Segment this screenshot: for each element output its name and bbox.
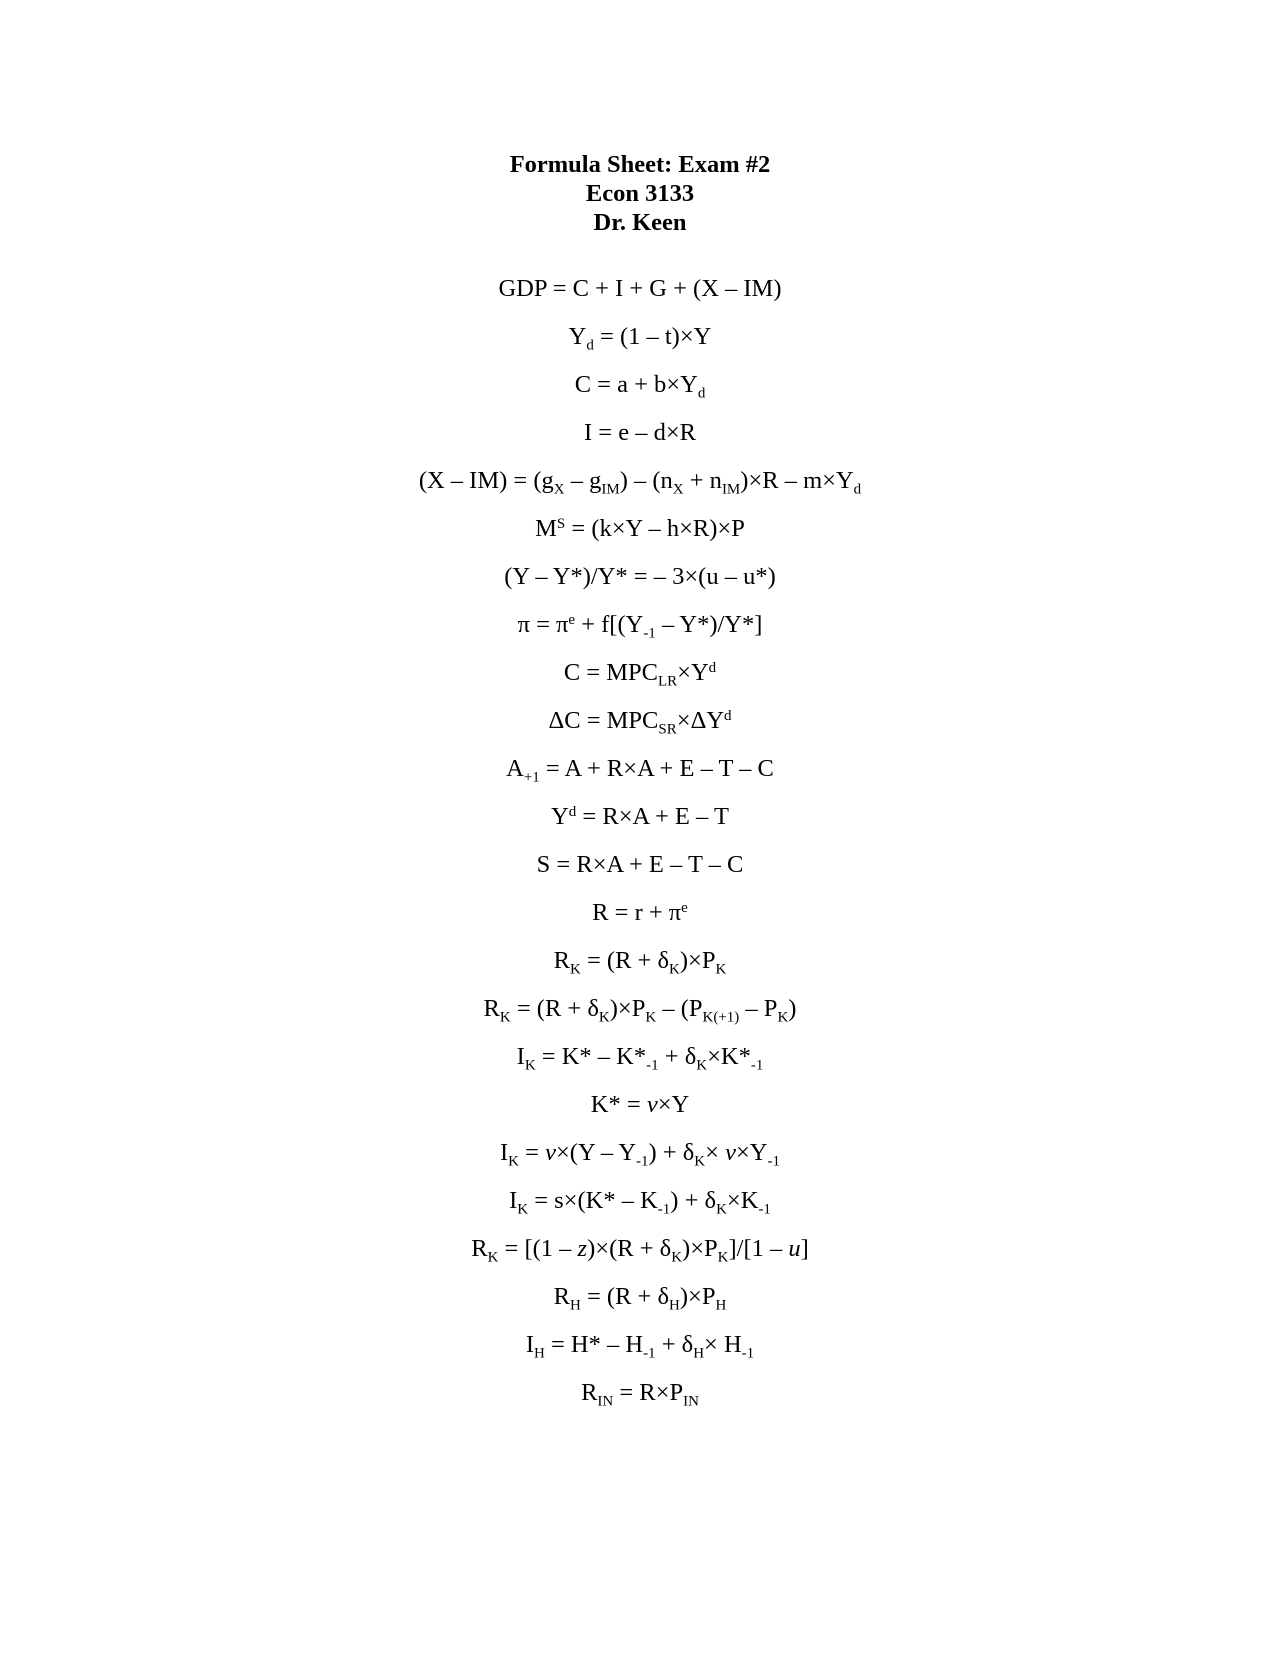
formula-text: ) + δ [670, 1187, 717, 1214]
formula-text: I = e – d×R [583, 419, 696, 446]
formula-text: ×Y [735, 1139, 768, 1166]
formula-text: ×Y [657, 1091, 690, 1118]
subscript: H [715, 1297, 727, 1314]
formula-text: = [(1 – [498, 1235, 578, 1262]
subscript: H [570, 1297, 581, 1314]
formula-text: × [705, 1139, 726, 1166]
formula-8 [0, 608, 1280, 656]
formula-text: R [483, 995, 500, 1022]
formula-text: I [509, 1187, 518, 1214]
superscript: d [568, 803, 577, 820]
formula-text: v [545, 1139, 556, 1166]
subscript: -1 [636, 1153, 649, 1170]
formula-text: z [577, 1235, 588, 1262]
formula-text: I [525, 1331, 534, 1358]
formula-text: R [553, 1283, 570, 1310]
subscript: K [499, 1009, 511, 1026]
subscript: -1 [643, 1345, 656, 1362]
formula-6 [0, 512, 1280, 560]
formula-text: ] [800, 1235, 809, 1262]
superscript: S [556, 515, 566, 532]
formula-23 [0, 1328, 1280, 1376]
formula-text: C = MPC [563, 659, 658, 686]
formula-text: )×R – m×Y [740, 467, 854, 494]
formula-1 [0, 272, 1280, 320]
subscript: K [487, 1249, 499, 1266]
formula-text: ) [788, 995, 797, 1022]
document-header [0, 150, 1280, 237]
formula-text: Y [568, 323, 587, 350]
subscript: K [508, 1153, 520, 1170]
formula-20 [0, 1184, 1280, 1232]
formula-text: ×ΔY [676, 707, 725, 734]
formula-text: ×(Y – Y [555, 1139, 637, 1166]
subscript: K [669, 961, 680, 978]
subscript: IN [683, 1393, 699, 1410]
formula-5 [0, 464, 1280, 512]
formula-text: M [535, 515, 557, 542]
formula-4 [0, 416, 1280, 464]
formula-text: )×P [679, 1283, 716, 1310]
subscript: K [715, 961, 727, 978]
formula-text: ) – (n [619, 467, 673, 494]
formula-text: ×K [726, 1187, 759, 1214]
formula-text: (X – IM) = (g [418, 467, 554, 494]
formula-text: – (P [656, 995, 703, 1022]
formula-text: ΔC = MPC [548, 707, 659, 734]
formula-text: = R×P [613, 1379, 684, 1406]
subscript: -1 [767, 1153, 780, 1170]
formula-3 [0, 368, 1280, 416]
formula-17 [0, 1040, 1280, 1088]
formula-text: GDP = C + I + G + (X – IM) [498, 275, 782, 302]
formula-text: v [646, 1091, 658, 1118]
formula-list [0, 272, 1280, 1424]
formula-text: × H [704, 1331, 742, 1358]
formula-text: = (k×Y – h×R)×P [565, 515, 745, 542]
formula-text: π = π [517, 611, 569, 638]
formula-13 [0, 848, 1280, 896]
subscript: K [645, 1009, 657, 1026]
formula-16 [0, 992, 1280, 1040]
formula-text: I [500, 1139, 509, 1166]
subscript: K [694, 1153, 706, 1170]
formula-text: – g [564, 467, 602, 494]
formula-text: = H* – H [544, 1331, 644, 1358]
formula-7 [0, 560, 1280, 608]
formula-text: ×Y [677, 659, 709, 686]
formula-11 [0, 752, 1280, 800]
subscript: K [777, 1009, 789, 1026]
subscript: -1 [741, 1345, 755, 1362]
formula-text: R [581, 1379, 598, 1406]
subscript: K [717, 1249, 729, 1266]
formula-10 [0, 704, 1280, 752]
subscript: K [524, 1057, 536, 1074]
formula-text: )×P [682, 1235, 718, 1262]
formula-19 [0, 1136, 1280, 1184]
formula-text: = R×A + E – T [576, 803, 729, 830]
subscript: -1 [758, 1201, 771, 1218]
formula-text: = (1 – t)×Y [593, 323, 712, 350]
formula-text: = s×(K* – K [528, 1187, 658, 1214]
formula-text: )×P [679, 947, 716, 974]
formula-22 [0, 1280, 1280, 1328]
subscript: d [586, 337, 594, 354]
subscript: H [693, 1345, 705, 1362]
formula-24 [0, 1376, 1280, 1424]
formula-21 [0, 1232, 1280, 1280]
subscript: IN [597, 1393, 614, 1410]
subscript: -1 [657, 1201, 671, 1218]
subscript: K [696, 1057, 708, 1074]
formula-14 [0, 896, 1280, 944]
formula-text: ]/[1 – [728, 1235, 789, 1262]
formula-text: + δ [658, 1043, 697, 1070]
formula-text: = (R + δ [580, 947, 670, 974]
subscript: +1 [523, 769, 540, 786]
formula-text: + δ [655, 1331, 694, 1358]
formula-text: R [553, 947, 570, 974]
formula-text: = A + R×A + E – T – C [539, 755, 774, 782]
formula-text: – P [739, 995, 778, 1022]
formula-text: R = r + π [592, 899, 682, 926]
formula-text: C = a + b×Y [574, 371, 698, 398]
superscript: e [568, 611, 576, 628]
formula-text: – Y*)/Y*] [655, 611, 763, 638]
formula-text: Y [551, 803, 569, 830]
course-name: Econ 3133 [585, 180, 695, 207]
formula-text: A [506, 755, 524, 782]
formula-text: ×K* [707, 1043, 751, 1070]
formula-text: S = R×A + E – T – C [536, 851, 744, 878]
formula-text: )×(R + δ [587, 1235, 672, 1262]
subscript: d [697, 385, 706, 402]
subscript: H [534, 1345, 545, 1362]
formula-text: )×P [609, 995, 646, 1022]
subscript: K [716, 1201, 727, 1218]
superscript: d [724, 707, 732, 724]
superscript: e [681, 899, 688, 916]
subscript: X [553, 481, 565, 498]
subscript: K [517, 1201, 529, 1218]
superscript: d [708, 659, 717, 676]
subscript: K [598, 1009, 610, 1026]
subscript: X [672, 481, 684, 498]
subscript: -1 [643, 625, 656, 642]
formula-2 [0, 320, 1280, 368]
formula-text: + n [683, 467, 722, 494]
subscript: H [669, 1297, 680, 1314]
formula-9 [0, 656, 1280, 704]
subscript: K [671, 1249, 683, 1266]
formula-text: = [519, 1139, 546, 1166]
formula-text: ) + δ [648, 1139, 695, 1166]
formula-text: = K* – K* [535, 1043, 647, 1070]
subscript: K [570, 961, 581, 978]
subscript: -1 [646, 1057, 659, 1074]
subscript: SR [658, 721, 677, 738]
subscript: LR [657, 673, 678, 690]
formula-12 [0, 800, 1280, 848]
subscript: IM [721, 481, 741, 498]
formula-text: + f[(Y [575, 611, 644, 638]
formula-text: = (R + δ [510, 995, 599, 1022]
document-title: Formula Sheet: Exam #2 [509, 151, 771, 178]
instructor-name: Dr. Keen [593, 209, 687, 236]
formula-text: = (R + δ [580, 1283, 670, 1310]
formula-text: v [725, 1139, 736, 1166]
formula-15 [0, 944, 1280, 992]
subscript: K(+1) [702, 1009, 740, 1026]
formula-18 [0, 1088, 1280, 1136]
formula-text: (Y – Y*)/Y* = – 3×(u – u*) [504, 563, 776, 590]
subscript: d [853, 481, 862, 498]
subscript: -1 [750, 1057, 764, 1074]
formula-text: K* = [590, 1091, 647, 1118]
formula-text: R [471, 1235, 488, 1262]
formula-text: I [516, 1043, 525, 1070]
formula-text: u [788, 1235, 801, 1262]
subscript: IM [601, 481, 620, 498]
